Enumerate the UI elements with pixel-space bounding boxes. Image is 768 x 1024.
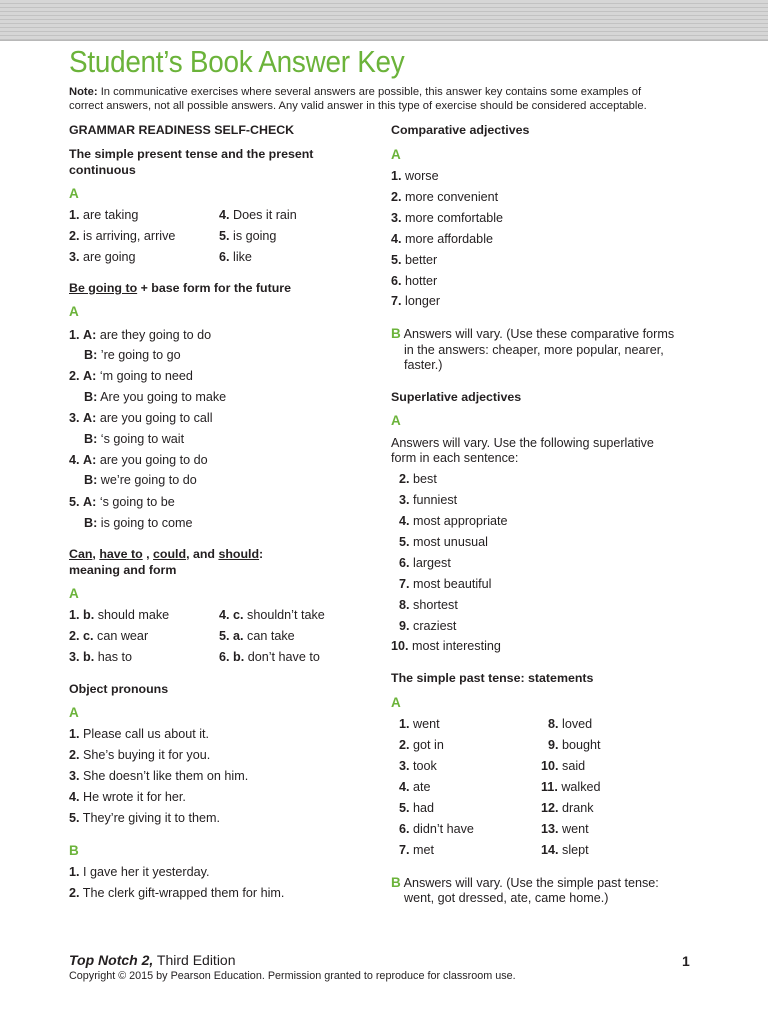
footer-copyright: Copyright © 2015 by Pearson Education. Permission granted to reproduce for classroom use. xyxy=(69,970,516,982)
answer-item: 9. bought xyxy=(548,738,601,752)
answer-item: 3. She doesn’t like them on him. xyxy=(69,769,249,783)
answer-item: 14. slept xyxy=(541,843,589,857)
answer-item: 4. most appropriate xyxy=(399,514,508,528)
section-title: Object pronouns xyxy=(69,682,169,696)
answer-item: 6. largest xyxy=(399,556,451,570)
section-title: meaning and form xyxy=(69,563,177,577)
section-title: The simple past tense: statements xyxy=(391,671,594,685)
answer-line: B: ‘s going to wait xyxy=(84,432,185,446)
answer-item: 9. craziest xyxy=(399,619,457,633)
answer-line: 3. A: are you going to call xyxy=(69,411,213,425)
answer-item: 6. didn’t have xyxy=(399,822,474,836)
answer-item: 4. ate xyxy=(399,780,431,794)
note-label: Note: xyxy=(69,86,98,98)
answer-item: 3. b. has to xyxy=(69,650,133,664)
answer-item: 1. I gave her it yesterday. xyxy=(69,865,210,879)
answer-item: 5. had xyxy=(399,801,435,815)
page-number: 1 xyxy=(682,953,690,969)
answer-paragraph: B Answers will vary. (Use these comparative forms xyxy=(391,326,675,341)
answer-item: 8. shortest xyxy=(399,598,458,612)
answer-item: 7. met xyxy=(399,843,435,857)
answer-item: 4. He wrote it for her. xyxy=(69,790,186,804)
answer-item: 5. a. can take xyxy=(219,629,295,643)
answer-item: 6. like xyxy=(219,250,252,264)
answer-item: 4. c. shouldn’t take xyxy=(219,608,325,622)
answer-line: B: we’re going to do xyxy=(84,473,197,487)
answer-line: 1. A: are they going to do xyxy=(69,328,212,342)
answer-item: 2. The clerk gift-wrapped them for him. xyxy=(69,886,285,900)
exercise-label: A xyxy=(69,586,79,601)
answer-item: 2. She’s buying it for you. xyxy=(69,748,211,762)
section-title: Comparative adjectives xyxy=(391,123,530,137)
answer-paragraph: B Answers will vary. (Use the simple past tense: xyxy=(391,875,659,890)
exercise-label: A xyxy=(69,705,79,720)
section-title: Superlative adjectives xyxy=(391,390,522,404)
exercise-label: A xyxy=(391,413,401,428)
answer-item: 4. more affordable xyxy=(391,232,493,246)
answer-item: 12. drank xyxy=(541,801,594,815)
section-title: continuous xyxy=(69,163,136,177)
answer-paragraph-line: went, got dressed, ate, came home.) xyxy=(404,891,609,905)
intro-line: Answers will vary. Use the following superlative xyxy=(391,436,654,450)
answer-item: 2. is arriving, arrive xyxy=(69,229,176,243)
answer-item: 5. better xyxy=(391,253,438,267)
answer-line: B: Are you going to make xyxy=(84,390,227,404)
answer-item: 11. walked xyxy=(541,780,601,794)
note-paragraph xyxy=(69,85,709,113)
answer-paragraph-line: in the answers: cheaper, more popular, nearer, xyxy=(404,343,664,357)
answer-item: 8. loved xyxy=(548,717,593,731)
exercise-label: A xyxy=(391,695,401,710)
answer-item: 3. more comfortable xyxy=(391,211,504,225)
page-title: Student’s Book Answer Key xyxy=(69,44,405,79)
note-line-1: In communicative exercises where several answers are possible, this answer key contains some examples of xyxy=(100,86,642,98)
exercise-label: B xyxy=(69,843,79,858)
answer-item: 6. b. don’t have to xyxy=(219,650,320,664)
answer-item: 5. They’re giving it to them. xyxy=(69,811,220,825)
section-heading: GRAMMAR READINESS SELF-CHECK xyxy=(69,123,295,137)
answer-item: 3. took xyxy=(399,759,437,773)
answer-line: B: ’re going to go xyxy=(84,348,181,362)
answer-item: 10. most interesting xyxy=(391,639,501,653)
footer-book-title: Top Notch 2, Third Edition xyxy=(69,952,236,968)
answer-item: 1. worse xyxy=(391,169,439,183)
answer-item: 2. c. can wear xyxy=(69,629,149,643)
answer-item: 3. are going xyxy=(69,250,136,264)
answer-item: 2. more convenient xyxy=(391,190,499,204)
answer-paragraph-line: faster.) xyxy=(404,358,443,372)
answer-item: 5. most unusual xyxy=(399,535,488,549)
exercise-label: A xyxy=(69,304,79,319)
section-title: Be going to + base form for the future xyxy=(69,281,292,295)
answer-item: 10. said xyxy=(541,759,586,773)
answer-item: 1. are taking xyxy=(69,208,139,222)
answer-line: 4. A: are you going to do xyxy=(69,453,208,467)
section-title: The simple present tense and the present xyxy=(69,147,314,161)
answer-item: 3. funniest xyxy=(399,493,458,507)
answer-item: 2. got in xyxy=(399,738,444,752)
answer-item: 1. went xyxy=(399,717,440,731)
answer-line: 2. A: ‘m going to need xyxy=(69,369,193,383)
answer-item: 5. is going xyxy=(219,229,277,243)
answer-line: B: is going to come xyxy=(84,516,193,530)
exercise-label: A xyxy=(391,147,401,162)
answer-item: 7. most beautiful xyxy=(399,577,492,591)
answer-item: 13. went xyxy=(541,822,589,836)
answer-item: 6. hotter xyxy=(391,274,438,288)
intro-line: form in each sentence: xyxy=(391,451,519,465)
answer-item: 4. Does it rain xyxy=(219,208,297,222)
answer-item: 2. best xyxy=(399,472,437,486)
answer-item: 1. Please call us about it. xyxy=(69,727,210,741)
section-title: Can, have to , could, and should: xyxy=(69,547,264,561)
answer-item: 1. b. should make xyxy=(69,608,170,622)
exercise-label: A xyxy=(69,186,79,201)
top-banner xyxy=(0,0,768,41)
answer-item: 7. longer xyxy=(391,294,441,308)
answer-line: 5. A: ‘s going to be xyxy=(69,495,175,509)
note-line-2: correct answers, not all possible answers. Any valid answer in this type of exercise should be considered acceptable. xyxy=(69,100,647,112)
